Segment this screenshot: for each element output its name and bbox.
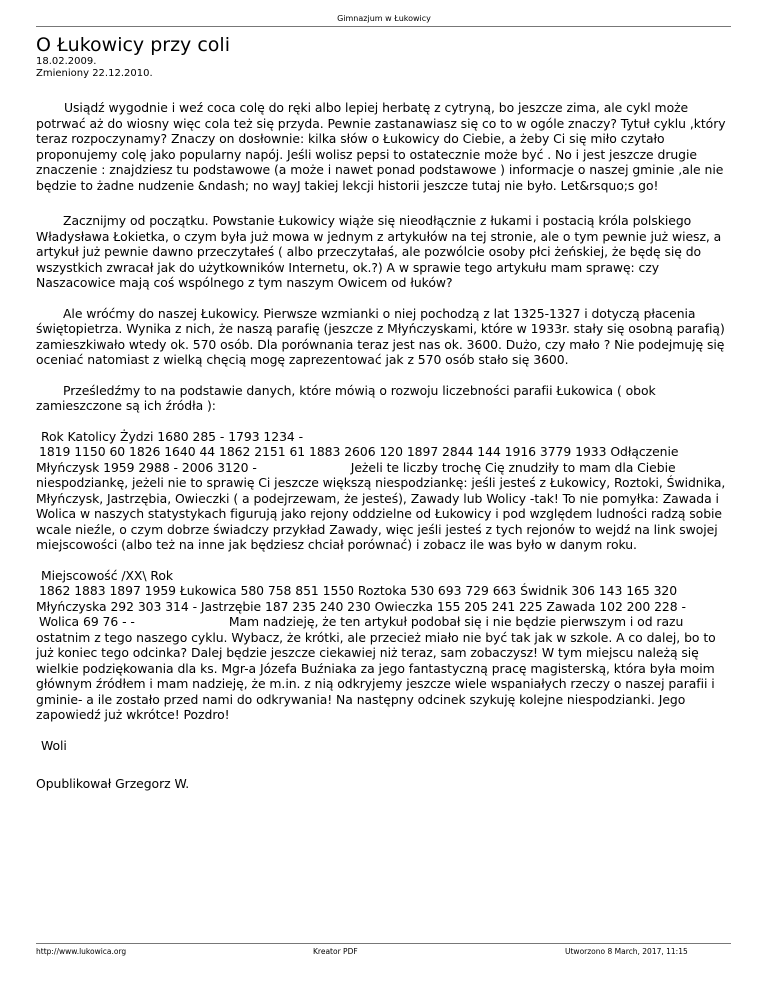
paragraph-intro: Usiądź wygodnie i weź coca colę do ręki albo lepiej herbatę z cytryną, bo jeszcze zima, ale cykl może potrwać aż do wiosny więc cola też się przyda. Pewnie zastanawiasz się co to w ogóle znaczy? Tytuł cyklu ,który teraz rozpoczynamy? Znaczy on dosłownie: kilka słów o Łukowicy do Ciebie, a żeby Ci się miło czytało proponujemy colę jako popularny napój. Jeśli wolisz pepsi to ostatecznie może być . No i jest jeszcze drugie znaczenie : znajdziesz tu podstawowe (a może i nawet ponad podstawowe ) informacje o naszej gminie ,ale nie będzie to żadne nudzenie &ndash; no wayJ takiej lekcji historii jeszcze tutaj nie było. Let&rsquo;s go!	[36, 100, 726, 193]
footer-divider	[36, 943, 731, 944]
header-divider	[36, 26, 731, 27]
village-table-header: Miejscowość /XX\ Rok	[41, 567, 174, 583]
article-dates	[36, 56, 153, 80]
paragraph-surprise: niespodziankę, jeżeli nie to sprawię Ci jeszcze większą niespodziankę: jeśli jesteś z Łukowicy, Roztoki, Świdnika, Młyńczysk, Jastrzębia, Owieczki ( a podejrzewam, że jesteś), Zawady lub Wolicy -tak! To nie pomyłka: Zawada i Wolica w naszych statystykach figurują jako rejony oddzielne od Łukowicy i pod względem ludności radzą sobie wcale nieźle, o czym dobrze świadczy przykład Zawady, więc jeśli jesteś z tych rejonów to wejdź na link swojej miejscowości (albo też na inne jak będziesz chciał porównać) i zobacz ile was było w danym roku.	[36, 475, 726, 552]
date-created: 18.02.2009.	[36, 56, 97, 67]
date-modified: Zmieniony 22.12.2010.	[36, 68, 153, 79]
paragraph-surprise-start: Jeżeli te liczby trochę Cię znudziły to mam dla Ciebie	[350, 459, 676, 475]
site-header: Gimnazjum w Łukowicy	[337, 14, 431, 23]
population-table-tail: Młyńczysk 1959 2988 - 2006 3120 -	[36, 459, 257, 475]
population-table-header: Rok Katolicy Żydzi 1680 285 - 1793 1234 -	[41, 428, 304, 444]
paragraph-final-start: Mam nadzieję, że ten artykuł podobał się i nie będzie pierwszym i od razu	[228, 614, 684, 629]
population-table-row: 1819 1150 60 1826 1640 44 1862 2151 61 1883 2606 120 1897 2844 144 1916 3779 1933 Odłączenie	[39, 444, 679, 459]
signoff-word: Woli	[41, 737, 67, 753]
article-title: O Łukowicy przy coli	[36, 34, 230, 56]
village-table-row: 1862 1883 1897 1959 Łukowica 580 758 851 1550 Roztoka 530 693 729 663 Świdnik 306 143 165 320	[39, 583, 678, 598]
paragraph-final: ostatnim z tego naszego cyklu. Wybacz, że krótki, ale przecież miało nie być tak jak w szkole. A co dalej, bo to już koniec tego odcinka? Dalej będzie jeszcze ciekawiej niż teraz, sam zobaczysz! W tym miejscu należą się wielkie podziękowania dla ks. Mgr-a Józefa Buźniaka za jego fantastyczną pracę magisterską, która była moim głównym źródłem i mam nadzieję, że m.in. z nią odkryjemy jeszcze wiele wspaniałych rzeczy o naszej parafii i gminie- a ile zostało przed nami do odkrywania! Na następny odcinek szykuję kolejne niespodzianki. Jego zapowiedź już wkrótce! Pozdro!	[36, 629, 716, 722]
author-line: Opublikował Grzegorz W.	[36, 776, 190, 791]
village-table-row-last	[36, 614, 736, 630]
footer-generator: Kreator PDF	[313, 947, 358, 956]
article-body	[36, 100, 736, 792]
village-table-tail: Wolica 69 76 - -	[39, 614, 135, 629]
village-table-row: Młyńczyska 292 303 314 - Jastrzębie 187 235 240 230 Owieczka 155 205 241 225 Zawada 102 200 228 -	[36, 598, 686, 614]
footer-url-link[interactable]: http://www.lukowica.org	[36, 947, 127, 956]
footer-timestamp: Utworzono 8 March, 2017, 11:15	[565, 947, 688, 956]
population-table-row-last	[36, 460, 736, 476]
paragraph-origins: Zacznijmy od początku. Powstanie Łukowicy wiąże się nieodłącznie z łukami i postacią króla polskiego Władysława Łokietka, o czym była już mowa w jednym z artykułów na tej stronie, ale o tym pewnie już wiesz, a artykuł już pewnie dawno przeczytałeś ( albo przeczytałaś, ale pozwólcie osoby płci żeńskiej, że będę się do wszystkich zwracał jak do użytkowników Internetu, ok.?) A w sprawie tego artykułu mam sprawę: czy Naszacowice mają coś wspólnego z tym naszym Owicem od łuków?	[36, 213, 722, 290]
paragraph-first-records: Ale wróćmy do naszej Łukowicy. Pierwsze wzmianki o niej pochodzą z lat 1325-1327 i dotyczą płacenia świętopietrza. Wynika z nich, że naszą parafię (jeszcze z Młyńczyskami, które w 1933r. stały się osobną parafią) zamieszkiwało wtedy ok. 570 osób. Dla porównania teraz jest nas ok. 3600. Dużo, czy mało ? Nie podejmuję się oceniać natomiast z wielką chęcią mogę zaprezentować jak z 570 osób stało się 3600.	[36, 305, 725, 367]
paragraph-data-intro: Prześledźmy to na podstawie danych, które mówią o rozwoju liczebności parafii Łukowica ( obok zamieszczone są ich źródła ):	[36, 382, 656, 413]
